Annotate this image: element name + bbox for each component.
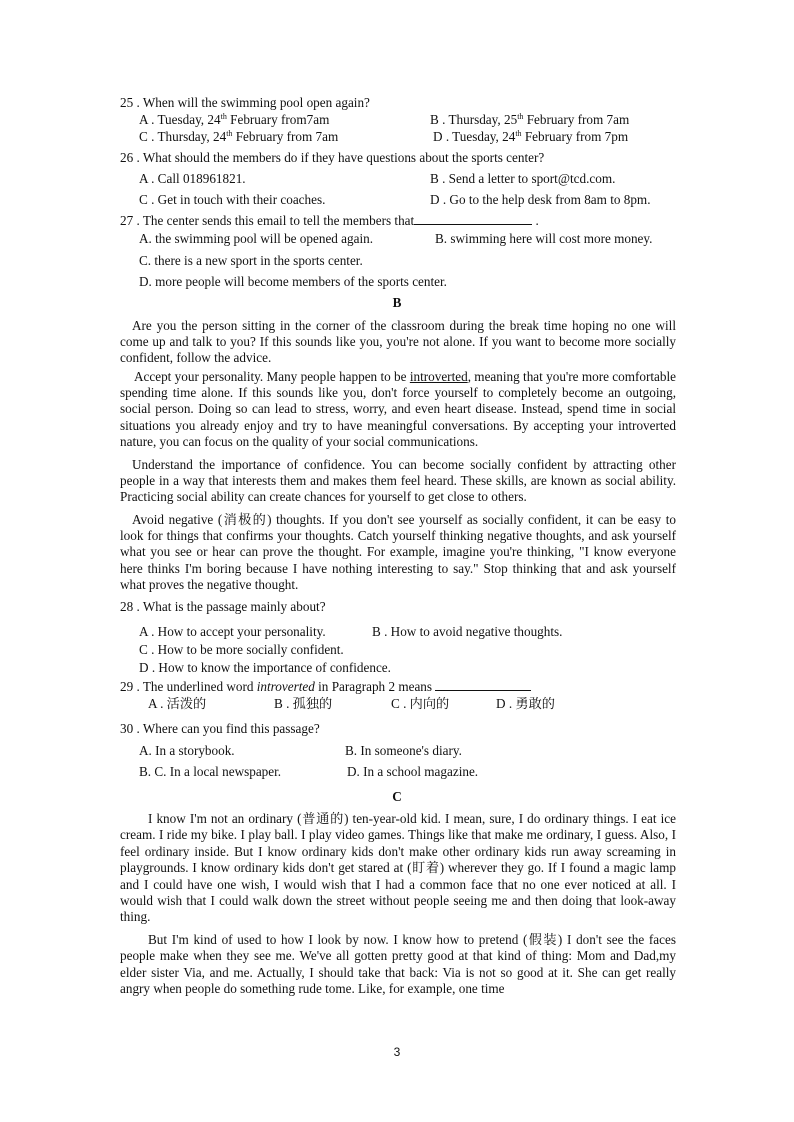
passage-b-paragraph-3: Understand the importance of confidence. You can become socially confident by attracting other people in a way that interests them and makes them feel heard. These skills, are known as social ability. Practicing social ability can create chances for yourself to get close to others.	[120, 457, 676, 505]
q25-option-a: A . Tuesday, 24th February from7am	[139, 112, 330, 127]
q27-option-b: B. swimming here will cost more money.	[435, 231, 653, 246]
passage-c-paragraph-1: I know I'm not an ordinary (普通的) ten-year-old kid. I mean, sure, I do ordinary things. I eat ice cream. I ride my bike. I play ball. I play video games. Things like that make me ordinary, I guess. Also, I feel ordinary inside. But I know ordinary kids don't make other ordinary kids run away screaming in playgrounds. I know ordinary kids don't get stared at (盯着) wherever they go. If I found a magic lamp and I could have one wish, I would wish that I had a common face that no one ever noticed at all. I would wish that I could walk down the street without people seeing me and then doing that look-away thing.	[120, 811, 676, 925]
q26-option-d: D . Go to the help desk from 8am to 8pm.	[430, 192, 651, 207]
q30-stem: 30 . Where can you find this passage?	[120, 721, 320, 736]
passage-c-paragraph-2: But I'm kind of used to how I look by now. I know how to pretend (假装) I don't see the faces people make when they see me. We've all gotten pretty good at that kind of thing: Mom and Dad,my elder sister Via, and me. Actually, I should take that back: Via is not so good at it. She can get really angry when people do something rude tome. Like, for example, one time	[120, 932, 676, 997]
q30-option-b: B. In someone's diary.	[345, 743, 462, 758]
q25-option-b: B . Thursday, 25th February from 7am	[430, 112, 630, 127]
q26-stem: 26 . What should the members do if they have questions about the sports center?	[120, 150, 545, 165]
q25-option-c: C . Thursday, 24th February from 7am	[139, 129, 339, 144]
q26-option-c: C . Get in touch with their coaches.	[139, 192, 326, 207]
underlined-word: introverted	[409, 369, 468, 384]
section-b-heading: B	[392, 295, 402, 310]
q29-option-a: A . 活泼的	[148, 696, 207, 711]
q26-option-b: B . Send a letter to sport@tcd.com.	[430, 171, 616, 186]
q30-option-c: B. C. In a local newspaper.	[139, 764, 282, 779]
q30-option-d: D. In a school magazine.	[347, 764, 479, 779]
q28-option-d: D . How to know the importance of confidence.	[139, 660, 391, 675]
q28-stem: 28 . What is the passage mainly about?	[120, 599, 326, 614]
q28-option-b: B . How to avoid negative thoughts.	[372, 624, 563, 639]
section-c-heading: C	[392, 789, 402, 804]
q28-option-a: A . How to accept your personality.	[139, 624, 326, 639]
q30-option-a: A. In a storybook.	[139, 743, 235, 758]
q29-option-d: D . 勇敢的	[496, 696, 555, 711]
q27-option-c: C. there is a new sport in the sports center.	[139, 253, 363, 268]
answer-blank	[414, 212, 532, 225]
q27-option-a: A. the swimming pool will be opened again.	[139, 231, 374, 246]
answer-blank	[435, 678, 531, 691]
q27-option-d: D. more people will become members of the sports center.	[139, 274, 447, 289]
passage-b-paragraph-2: Accept your personality. Many people happen to be introverted, meaning that you're more comfortable spending time alone. If this sounds like you, don't force yourself to completely become an outgoing, social person. Doing so can lead to stress, worry, and even heart disease. Instead, spend time in social situations you already enjoy and try to have meaningful conversations. By accepting your introverted nature, you can focus on the quality of your social communications.	[120, 369, 676, 449]
q25-stem: 25 . When will the swimming pool open again?	[120, 95, 370, 110]
q29-stem: 29 . The underlined word introverted in Paragraph 2 means	[120, 678, 531, 695]
page-number: 3	[393, 1045, 401, 1059]
passage-b-paragraph-4: Avoid negative (消极的) thoughts. If you don't see yourself as socially confident, it can be easy to look for things that confirms your thoughts. Catch yourself thinking negative thoughts, and ask yourself what you see or hear can prove the thought. For example, imagine you're thinking, "I know everyone here thinks I'm boring because I have nothing interesting to say." Stop thinking that and ask yourself what proves the negative thought.	[120, 512, 676, 592]
q25-option-d: D . Tuesday, 24th February from 7pm	[433, 129, 629, 144]
q29-option-b: B . 孤独的	[274, 696, 333, 711]
q29-option-c: C . 内向的	[391, 696, 450, 711]
q26-option-a: A . Call 018961821.	[139, 171, 246, 186]
q27-stem: 27 . The center sends this email to tell the members that .	[120, 213, 539, 228]
q28-option-c: C . How to be more socially confident.	[139, 642, 344, 657]
passage-b-paragraph-1: Are you the person sitting in the corner of the classroom during the break time hoping no one will come up and talk to you? If this sounds like you, you're not alone. If you want to become more socially confident, follow the advice.	[120, 318, 676, 366]
